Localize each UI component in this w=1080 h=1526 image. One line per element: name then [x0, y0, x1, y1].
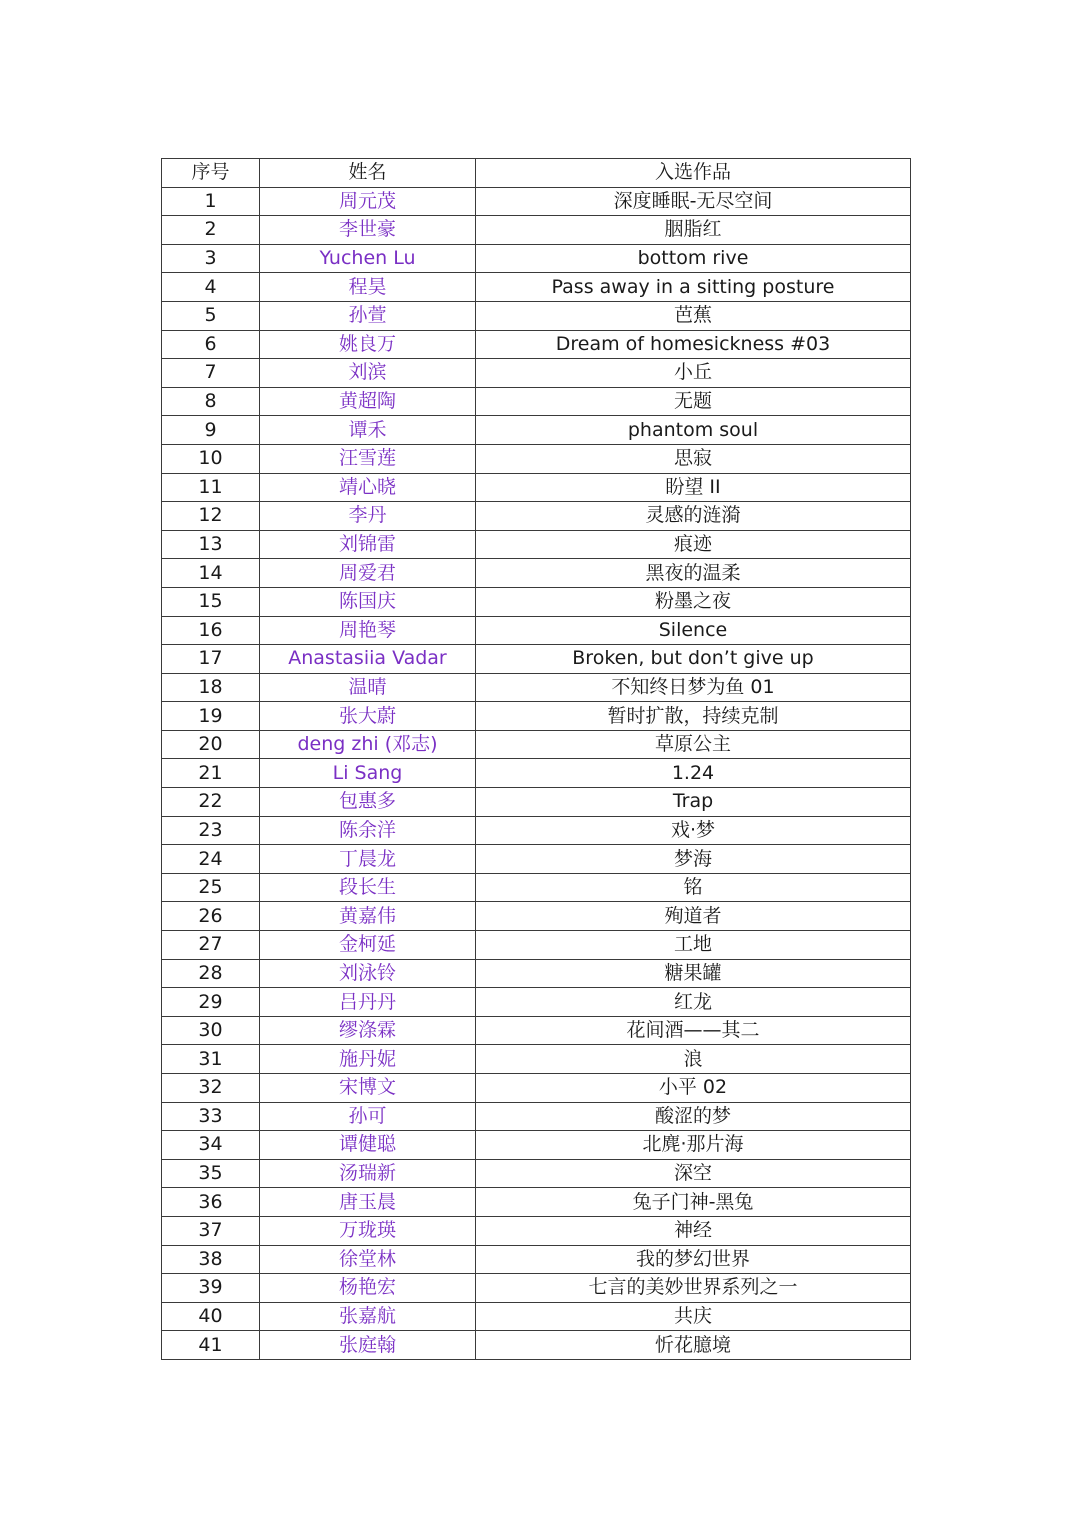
- row-number: 38: [162, 1245, 260, 1274]
- header-row: [162, 159, 911, 188]
- row-number: 7: [162, 359, 260, 388]
- selected-work: 胭脂红: [476, 216, 911, 245]
- artist-name: Anastasiia Vadar: [260, 645, 476, 674]
- row-number: 33: [162, 1102, 260, 1131]
- row-number: 36: [162, 1188, 260, 1217]
- artist-name: 金柯延: [260, 931, 476, 960]
- row-number: 40: [162, 1302, 260, 1331]
- table-row: [162, 530, 911, 559]
- row-number: 22: [162, 788, 260, 817]
- artist-name: 程昊: [260, 273, 476, 302]
- artist-name: 谭禾: [260, 416, 476, 445]
- selected-work: 芭蕉: [476, 301, 911, 330]
- selected-work: 红龙: [476, 988, 911, 1017]
- artist-name: 李丹: [260, 502, 476, 531]
- table-row: [162, 416, 911, 445]
- selected-work: 1.24: [476, 759, 911, 788]
- selected-work: 共庆: [476, 1302, 911, 1331]
- artist-name: Li Sang: [260, 759, 476, 788]
- selected-work: 酸涩的梦: [476, 1102, 911, 1131]
- selected-work: bottom rive: [476, 244, 911, 273]
- table-row: [162, 988, 911, 1017]
- row-number: 23: [162, 816, 260, 845]
- selected-work: 深空: [476, 1159, 911, 1188]
- artist-name: 施丹妮: [260, 1045, 476, 1074]
- table-row: [162, 1188, 911, 1217]
- table-row: [162, 1016, 911, 1045]
- table-row: [162, 444, 911, 473]
- selected-work: 殉道者: [476, 902, 911, 931]
- table-row: [162, 873, 911, 902]
- artist-name: 缪涤霖: [260, 1016, 476, 1045]
- artist-name: 张庭翰: [260, 1331, 476, 1360]
- selected-work: 戏·梦: [476, 816, 911, 845]
- table-row: [162, 616, 911, 645]
- table-row: [162, 1302, 911, 1331]
- artist-name: 孙萱: [260, 301, 476, 330]
- table-row: [162, 1131, 911, 1160]
- table-row: [162, 330, 911, 359]
- table-header: [162, 159, 911, 188]
- artist-name: 黄嘉伟: [260, 902, 476, 931]
- row-number: 16: [162, 616, 260, 645]
- row-number: 31: [162, 1045, 260, 1074]
- artist-name: Yuchen Lu: [260, 244, 476, 273]
- artist-name: 刘锦雷: [260, 530, 476, 559]
- table-row: [162, 702, 911, 731]
- row-number: 4: [162, 273, 260, 302]
- artist-name: 刘泳铃: [260, 959, 476, 988]
- artist-name: 汪雪莲: [260, 444, 476, 473]
- artist-name: 周爱君: [260, 559, 476, 588]
- selected-work: 浪: [476, 1045, 911, 1074]
- row-number: 3: [162, 244, 260, 273]
- artist-name: 丁晨龙: [260, 845, 476, 874]
- artist-name: 陈余洋: [260, 816, 476, 845]
- row-number: 28: [162, 959, 260, 988]
- table-row: [162, 244, 911, 273]
- row-number: 32: [162, 1074, 260, 1103]
- selected-work: Silence: [476, 616, 911, 645]
- table-row: [162, 187, 911, 216]
- artist-name: 温晴: [260, 673, 476, 702]
- row-number: 9: [162, 416, 260, 445]
- selected-work: 七言的美妙世界系列之一: [476, 1274, 911, 1303]
- row-number: 41: [162, 1331, 260, 1360]
- row-number: 18: [162, 673, 260, 702]
- table-row: [162, 902, 911, 931]
- table-row: [162, 273, 911, 302]
- selected-work: phantom soul: [476, 416, 911, 445]
- row-number: 20: [162, 730, 260, 759]
- artist-name: 陈国庆: [260, 587, 476, 616]
- table-row: [162, 587, 911, 616]
- selected-work: 不知终日梦为鱼 01: [476, 673, 911, 702]
- artist-name: 张嘉航: [260, 1302, 476, 1331]
- row-number: 25: [162, 873, 260, 902]
- selection-table: [161, 158, 911, 1360]
- selected-work: 思寂: [476, 444, 911, 473]
- selected-work: 糖果罐: [476, 959, 911, 988]
- selected-work: 梦海: [476, 845, 911, 874]
- table-row: [162, 1074, 911, 1103]
- row-number: 21: [162, 759, 260, 788]
- selected-work: 灵感的涟漪: [476, 502, 911, 531]
- selected-work: 忻花臆境: [476, 1331, 911, 1360]
- artist-name: 宋博文: [260, 1074, 476, 1103]
- header-number: 序号: [162, 159, 260, 188]
- artist-name: 唐玉晨: [260, 1188, 476, 1217]
- selected-work: 工地: [476, 931, 911, 960]
- selected-work: 盼望 II: [476, 473, 911, 502]
- selected-work: 草原公主: [476, 730, 911, 759]
- row-number: 6: [162, 330, 260, 359]
- table-row: [162, 387, 911, 416]
- row-number: 35: [162, 1159, 260, 1188]
- artist-name: 徐堂林: [260, 1245, 476, 1274]
- selected-work: 花间酒——其二: [476, 1016, 911, 1045]
- table-row: [162, 959, 911, 988]
- artist-name: deng zhi (邓志): [260, 730, 476, 759]
- row-number: 17: [162, 645, 260, 674]
- header-work: 入选作品: [476, 159, 911, 188]
- artist-name: 包惠多: [260, 788, 476, 817]
- selected-work: 北麂·那片海: [476, 1131, 911, 1160]
- row-number: 5: [162, 301, 260, 330]
- table-row: [162, 788, 911, 817]
- artist-name: 靖心晓: [260, 473, 476, 502]
- selected-work: Dream of homesickness #03: [476, 330, 911, 359]
- row-number: 8: [162, 387, 260, 416]
- artist-name: 黄超陶: [260, 387, 476, 416]
- document-page: [161, 158, 910, 1360]
- row-number: 13: [162, 530, 260, 559]
- table-row: [162, 1274, 911, 1303]
- table-row: [162, 759, 911, 788]
- table-row: [162, 359, 911, 388]
- table-row: [162, 301, 911, 330]
- row-number: 11: [162, 473, 260, 502]
- table-row: [162, 1045, 911, 1074]
- row-number: 15: [162, 587, 260, 616]
- table-row: [162, 502, 911, 531]
- row-number: 24: [162, 845, 260, 874]
- artist-name: 汤瑞新: [260, 1159, 476, 1188]
- artist-name: 杨艳宏: [260, 1274, 476, 1303]
- table-row: [162, 845, 911, 874]
- selected-work: 粉墨之夜: [476, 587, 911, 616]
- selected-work: 兔子门神-黑兔: [476, 1188, 911, 1217]
- row-number: 30: [162, 1016, 260, 1045]
- row-number: 34: [162, 1131, 260, 1160]
- row-number: 2: [162, 216, 260, 245]
- table-row: [162, 1245, 911, 1274]
- artist-name: 吕丹丹: [260, 988, 476, 1017]
- row-number: 10: [162, 444, 260, 473]
- selected-work: 无题: [476, 387, 911, 416]
- table-row: [162, 1102, 911, 1131]
- table-row: [162, 1331, 911, 1360]
- table-row: [162, 1159, 911, 1188]
- row-number: 14: [162, 559, 260, 588]
- artist-name: 张大蔚: [260, 702, 476, 731]
- selected-work: 我的梦幻世界: [476, 1245, 911, 1274]
- table-row: [162, 1216, 911, 1245]
- row-number: 37: [162, 1216, 260, 1245]
- selected-work: 小平 02: [476, 1074, 911, 1103]
- table-row: [162, 673, 911, 702]
- selected-work: 小丘: [476, 359, 911, 388]
- selected-work: Pass away in a sitting posture: [476, 273, 911, 302]
- selected-work: 暂时扩散，持续克制: [476, 702, 911, 731]
- selected-work: 深度睡眠-无尽空间: [476, 187, 911, 216]
- artist-name: 万珑瑛: [260, 1216, 476, 1245]
- selected-work: Trap: [476, 788, 911, 817]
- row-number: 39: [162, 1274, 260, 1303]
- header-name: 姓名: [260, 159, 476, 188]
- selected-work: 铭: [476, 873, 911, 902]
- row-number: 12: [162, 502, 260, 531]
- selected-work: 神经: [476, 1216, 911, 1245]
- table-body: [162, 187, 911, 1359]
- row-number: 27: [162, 931, 260, 960]
- row-number: 1: [162, 187, 260, 216]
- table-row: [162, 473, 911, 502]
- table-row: [162, 931, 911, 960]
- artist-name: 谭健聪: [260, 1131, 476, 1160]
- selected-work: 痕迹: [476, 530, 911, 559]
- row-number: 29: [162, 988, 260, 1017]
- artist-name: 周艳琴: [260, 616, 476, 645]
- table-row: [162, 645, 911, 674]
- artist-name: 刘滨: [260, 359, 476, 388]
- table-row: [162, 730, 911, 759]
- artist-name: 姚良万: [260, 330, 476, 359]
- selected-work: 黑夜的温柔: [476, 559, 911, 588]
- artist-name: 孙可: [260, 1102, 476, 1131]
- artist-name: 李世豪: [260, 216, 476, 245]
- artist-name: 段长生: [260, 873, 476, 902]
- table-row: [162, 816, 911, 845]
- selected-work: Broken, but don’t give up: [476, 645, 911, 674]
- table-row: [162, 216, 911, 245]
- row-number: 26: [162, 902, 260, 931]
- artist-name: 周元茂: [260, 187, 476, 216]
- table-row: [162, 559, 911, 588]
- row-number: 19: [162, 702, 260, 731]
